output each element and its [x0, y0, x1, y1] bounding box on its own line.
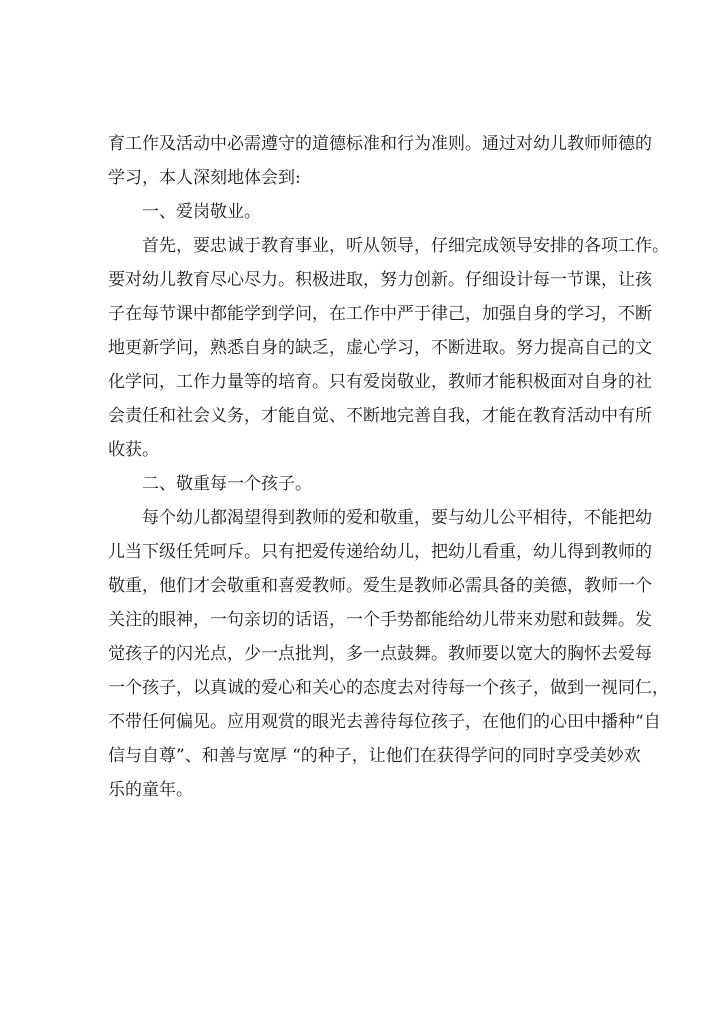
paragraph-1-start: 首先，要忠诚于教育事业，听从领导，仔细完成领导安排的各项工作。: [142, 236, 669, 256]
text-line: 乐的童年。: [108, 780, 193, 800]
text-line: 敬重，他们才会敬重和喜爱教师。爱生是教师必需具备的美德，教师一个: [108, 576, 652, 596]
text-line: 要对幼儿教育尽心尽力。积极进取，努力创新。仔细设计每一节课，让孩: [108, 270, 652, 290]
text-line: 不带任何偏见。应用观赏的眼光去善待每位孩子，在他们的心田中播种“自: [108, 712, 661, 732]
section-heading-1: 一、爱岗敬业。: [142, 202, 261, 222]
section-heading-2: 二、敬重每一个孩子。: [142, 474, 312, 494]
text-line: 育工作及活动中必需遵守的道德标准和行为准则。通过对幼儿教师师德的: [108, 134, 652, 154]
text-line: 地更新学问，熟悉自身的缺乏，虚心学习，不断进取。努力提高自己的文: [108, 338, 652, 358]
text-line: 子在每节课中都能学到学问，在工作中严于律己，加强自身的学习，不断: [108, 304, 652, 324]
text-line: 信与自尊”、和善与宽厚 “的种子，让他们在获得学问的同时享受美妙欢: [108, 746, 641, 766]
text-line: 儿当下级任凭呵斥。只有把爱传递给幼儿，把幼儿看重，幼儿得到教师的: [108, 542, 652, 562]
text-line: 化学问，工作力量等的培育。只有爱岗敬业，教师才能积极面对自身的社: [108, 372, 652, 392]
text-line: 一个孩子，以真诚的爱心和关心的态度去对待每一个孩子，做到一视同仁，: [108, 678, 669, 698]
text-line: 关注的眼神，一句亲切的话语，一个手势都能给幼儿带来劝慰和鼓舞。发: [108, 610, 652, 630]
paragraph-2-start: 每个幼儿都渴望得到教师的爱和敬重，要与幼儿公平相待，不能把幼: [142, 508, 652, 528]
text-line: 会责任和社会义务，才能自觉、不断地完善自我，才能在教育活动中有所: [108, 406, 652, 426]
text-line: 觉孩子的闪光点，少一点批判，多一点鼓舞。教师要以宽大的胸怀去爱每: [108, 644, 652, 664]
document-body: [108, 127, 669, 807]
text-line: 收获。: [108, 440, 159, 460]
text-line: 学习，本人深刻地体会到:: [108, 168, 301, 188]
